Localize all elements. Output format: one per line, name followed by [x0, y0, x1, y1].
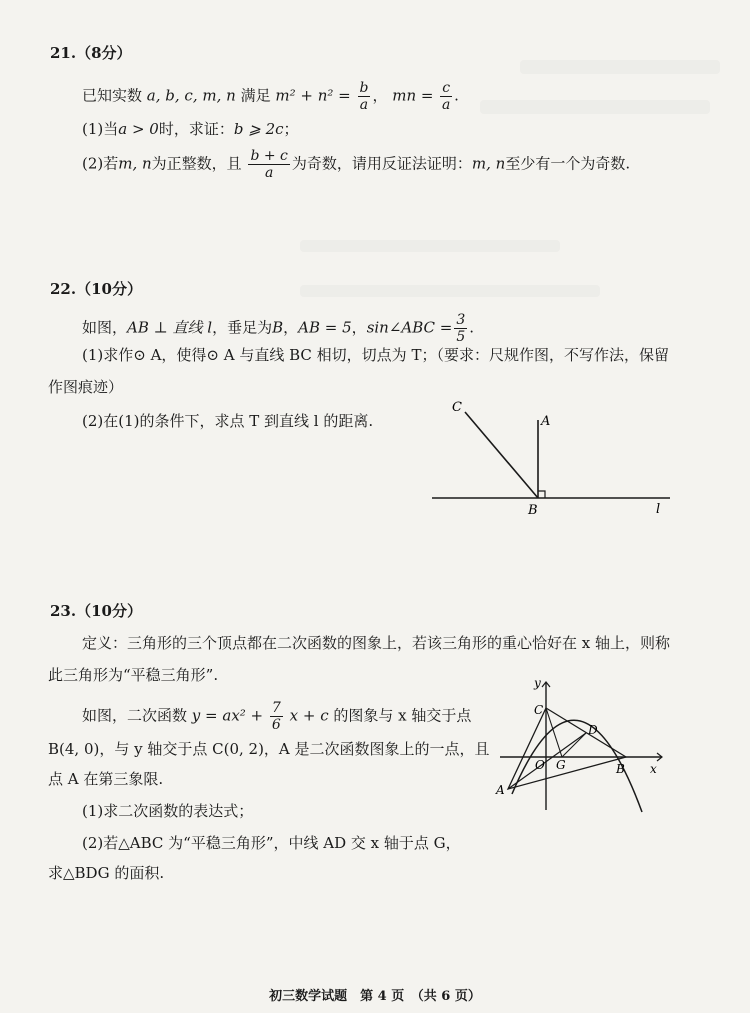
q22-stem-text: 如图， [82, 318, 128, 337]
q23-text: 的图象与 x 轴交于点 [333, 706, 472, 725]
q23-label-b: B [616, 762, 625, 776]
q23-label-d: D [588, 723, 598, 737]
q21-part1-text: ； [283, 120, 299, 138]
q21-fraction-b-over-a [358, 80, 371, 113]
bleed-through-mark [480, 100, 710, 114]
q23-label-o: O [535, 758, 545, 772]
q22-header: 22.（10分） [50, 280, 142, 298]
q21-vars: a, b, c, m, n [146, 86, 236, 105]
q22-label-l: l [656, 502, 661, 517]
q23-figure [490, 672, 670, 817]
q22-label-a: A [541, 414, 551, 429]
fraction-denominator: 5 [456, 329, 466, 345]
q21-part2-text: 为奇数，请用反证法证明： [291, 154, 472, 173]
fraction-numerator: 7 [271, 700, 281, 716]
fraction-denominator: a [442, 97, 451, 113]
fraction-numerator: c [442, 80, 451, 96]
q21-equation-2: mn = [392, 86, 434, 105]
q21-part2-vars: m, n [471, 154, 506, 173]
q21-part2-text: (2)若 [82, 154, 119, 173]
q23-para2: B(4, 0)，与 y 轴交于点 C(0, 2)，A 是二次函数图象上的一点，且 [48, 740, 490, 758]
q23-label-y: y [534, 676, 541, 690]
q21-stem-text: 已知实数 [82, 86, 143, 105]
q21-part2-text: 为正整数，且 [151, 154, 242, 173]
q22-right-angle-mark [538, 491, 545, 498]
q23-definition-line2: 此三角形为“平稳三角形”. [48, 666, 219, 684]
q23-definition-line1: 定义：三角形的三个顶点都在二次函数的图象上，若该三角形的重心恰好在 x 轴上，则称 [82, 634, 670, 652]
q22-sine: sin∠ABC = [366, 318, 453, 337]
q23-label-c: C [534, 703, 544, 717]
q21-stem: 已知实数 a, b, c, m, n 满足 m² + n² = $\frac{b}{a}$ ， mn = $\frac{c}{a}$ . [82, 80, 459, 113]
q21-header: 21.（8分） [50, 44, 132, 62]
q22-stem-text: ，垂足为 [212, 318, 273, 337]
q21-part1 [82, 118, 299, 140]
q22-label-c: C [452, 400, 462, 415]
page-footer: 初三数学试题 第 4 页 （共 6 页） [269, 989, 481, 1004]
q22-point-b: B [272, 318, 284, 337]
bleed-through-mark [300, 285, 600, 297]
q22-length: AB = 5 [298, 318, 352, 337]
q22-perpendicular: AB ⊥ 直线 l [127, 318, 213, 337]
q23-part2-line1: (2)若△ABC 为“平稳三角形”，中线 AD 交 x 轴于点 G， [82, 834, 461, 852]
bleed-through-mark [300, 240, 560, 252]
q23-label-g: G [556, 758, 566, 772]
q23-para3: 点 A 在第三象限. [48, 770, 164, 788]
q21-stem-text: 满足 [240, 86, 271, 105]
fraction-numerator: b [359, 80, 369, 96]
fraction-numerator: b + c [250, 148, 288, 164]
q23-label-a: A [496, 783, 505, 797]
q21-fraction-c-over-a [440, 80, 452, 113]
q22-part2: (2)在(1)的条件下，求点 T 到直线 l 的距离. [82, 412, 374, 430]
q22-stem [82, 312, 474, 345]
fraction-denominator: a [359, 97, 369, 113]
q21-part1-text: 时，求证： [158, 120, 234, 138]
q22-stem-text: ， [351, 318, 367, 337]
fraction-denominator: a [265, 165, 274, 181]
q23-header: 23.（10分） [50, 602, 142, 620]
q23-part2-line2: 求△BDG 的面积. [48, 864, 165, 882]
q22-part1-line1: (1)求作⊙ A，使得⊙ A 与直线 BC 相切，切点为 T；（要求：尺规作图，不写作法，保留 [82, 346, 669, 364]
fraction-denominator: 6 [271, 717, 281, 733]
q22-figure [420, 395, 680, 520]
q21-part1-text: (1)当 [82, 120, 119, 138]
q23-part1: (1)求二次函数的表达式； [82, 802, 254, 820]
q21-equation-1: m² + n² = [275, 86, 351, 105]
q21-part1-claim: b ⩾ 2c [233, 120, 284, 138]
q21-part2-vars: m, n [118, 154, 152, 173]
q21-part2-text: 至少有一个为奇数. [505, 154, 631, 173]
q21-part2 [82, 148, 630, 181]
q21-fraction-bc-over-a [248, 148, 289, 181]
q22-ray-bc [465, 412, 538, 498]
q22-fraction-3-5 [454, 312, 467, 345]
q23-equation: y = ax² + [191, 706, 264, 725]
q22-part1-line2: 作图痕迹） [48, 378, 124, 396]
q22-stem-text: . [469, 318, 475, 337]
q23-text: 如图，二次函数 [82, 706, 188, 725]
q21-part1-condition: a > 0 [118, 120, 159, 138]
q23-segment-gd [562, 733, 586, 757]
q22-stem-text: ， [283, 318, 299, 337]
q23-para1 [82, 700, 471, 733]
q23-fraction-7-6 [270, 700, 283, 733]
fraction-numerator: 3 [456, 312, 466, 328]
q23-label-x: x [650, 762, 657, 776]
q23-median-ad [508, 733, 586, 789]
q23-equation: x + c [289, 706, 329, 725]
q22-label-b: B [528, 503, 538, 518]
bleed-through-mark [520, 60, 720, 74]
